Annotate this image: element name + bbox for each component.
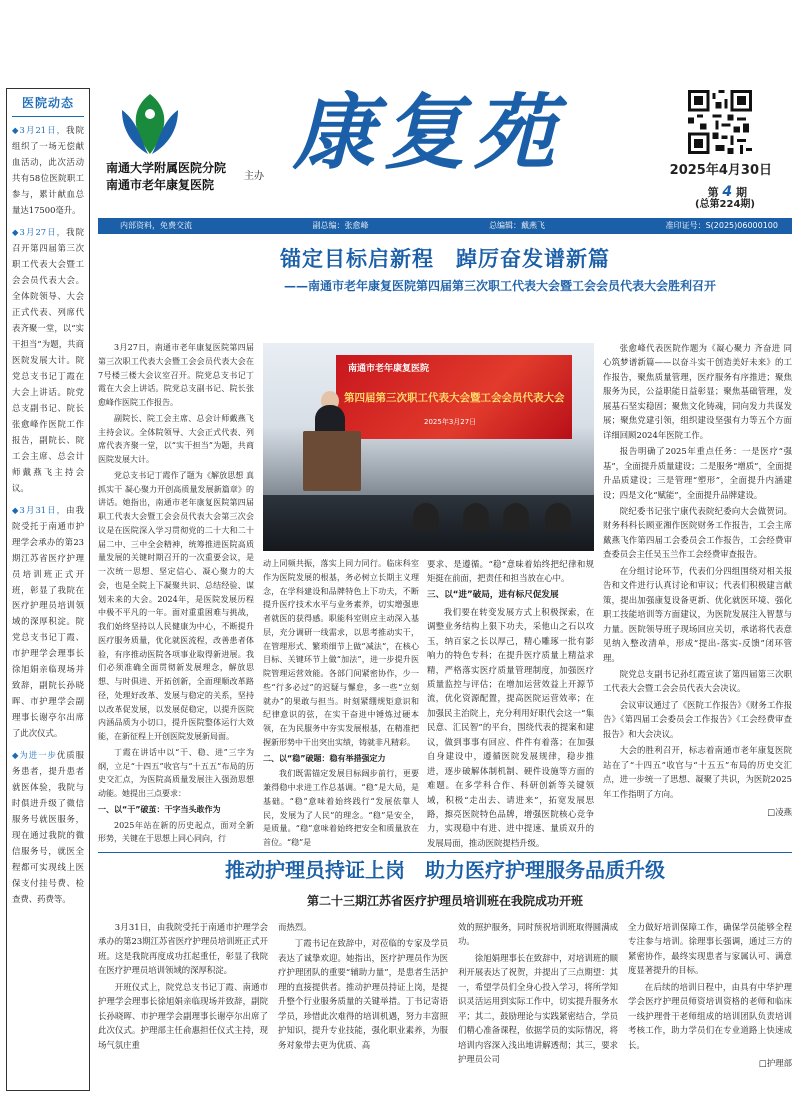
- article2-col1: [98, 920, 268, 1096]
- paragraph: 3月27日，南通市老年康复医院第四届第三次职工代表大会暨工会会员代表大会在7号楼三楼大会议室召开。院党总支书记丁霞在大会上讲话。院党总支副书记、院长张愈峰作医院工作报告。: [98, 343, 254, 407]
- paragraph: 而热烈。: [278, 922, 312, 932]
- section-divider: [98, 852, 792, 853]
- section-heading: 一、以“干”破茧：干字当头敢作为: [98, 804, 221, 814]
- paragraph: 在后续的培训日程中，由具有中华护理学会医疗护理员师资培训资格的老师和临床一线护理骨干老师组成的培训团队负责培训考核工作，助力学员们在专业道路上快速成长。: [628, 981, 792, 1050]
- article2-col3: [458, 920, 618, 1096]
- paragraph: 丁霞在讲话中以“干、稳、进”三字为纲，立足“十四五”收官与“十五五”布局的历史交汇点，为医院高质量发展注入强劲思想动能。她提出三点要求：: [98, 747, 254, 798]
- sidebar-title: 医院动态: [12, 93, 84, 117]
- sidebar-item: [12, 225, 84, 496]
- sidebar-item: [12, 123, 84, 219]
- article1-col3: [427, 557, 594, 853]
- paragraph: 大会的胜利召开，标志着南通市老年康复医院站在了“十四五”收官与“十五五”布局的历史交汇点，进一步统一了思想、凝聚了共识，为医院2025年工作指明了方向。: [603, 745, 792, 799]
- paragraph: 党总支书记丁霞作了题为《解放思想 真抓实干 凝心聚力开创高质量发展新篇章》的讲话。她指出，南通市老年康复医院第四届职工代表大会暨工会会员代表大会第三次会议是在医院深入学习贯彻党的二十大和二十届二中、三中全会精神，统筹推进医院高质量发展的关键时期召开的一次重要会议，是一次统一思想、坚定信心、凝心聚力的大会，也是全院上下凝聚共识、总结经验、谋划未来的大会。2024年，是医院发展历程中极不平凡的一年。面对重重困难与挑战，我们始终坚持以人民健康为中心，不断提升医疗服务质量，优化就医流程，改善患者体验，有序推动医院各项事业取得新进展。我们必须准确全面贯彻新发展理念，解放思想、与时俱进、开拓创新，全面理顺改革路径，处理好改革、发展与稳定的关系，坚持以改革促发展，以发展促稳定，以提升医院内涵品质为小切口，提升医院整体运行大效能，在新征程上开创医院发展新局面。: [98, 470, 254, 741]
- info-bar: [98, 218, 792, 234]
- paragraph: 我们要在转变发展方式上积极探索，在调整业务结构上狠下功夫，采他山之石以攻玉，纳百家之长以厚己，精心雕琢一批有影响力的特色专科；在提升医疗质量上精益求精，严格落实医疗质量管理制度，加强医疗质量监控与评估；在增加运营效益上开源节流，优化资源配置，提高医院运营效率；在加强民主治院上，充分利用好职代会这一“集民意、汇民智”的平台，围绕代表的提案和建议，做到事事有回应、件件有着落；在加强自身建设中，遵循医院发展规律，稳步推进，逐步破解体制机制、硬件设施等方面的难题。在多学科合作、科研创新等关键领域，积极“走出去、请进来”，拓宽发展思路，擦亮医院特色品牌，增强医院核心竞争力，实现稳中有进、进中提速、量质双升的发展局面，推动医院提档升级。: [427, 606, 594, 848]
- paragraph: 全力做好培训保障工作，确保学员能够全程专注参与培训。徐理事长强调，通过三方的紧密协作，最终实现患者与家属认可、满意度显著提升的目标。: [628, 922, 792, 976]
- hospital-logo-icon: [102, 88, 198, 160]
- article1-col4: [603, 341, 792, 853]
- paragraph: 会议审议通过了《医院工作报告》《财务工作报告》《第四届工会委员会工作报告》《工会经费审查报告》和大会决议。: [603, 699, 792, 739]
- article1-header: [98, 244, 792, 296]
- section-heading: 三、以“进”破局，进有标尺促发展: [427, 589, 559, 600]
- audience: [263, 495, 594, 551]
- banner-date: 2025年3月27日: [424, 418, 477, 426]
- sidebar-item-text: 由我院受托于南通市护理学会承办的第23期江苏省医疗护理员培训班正式开班，彰显了我院在医疗护理员培训领域的深厚积淀。院党总支书记丁霞、市护理学会理事长徐旭娟亲临现场并致辞，副院长孙晓晖、市护理学会副理事长谢亭尔出席了此次仪式。: [12, 504, 84, 739]
- paragraph: 3月31日，由我院受托于南通市护理学会承办的第23期江苏省医疗护理员培训班正式开班。这是我院再度成功扛起重任，彰显了我院在医疗护理员培训领域的深厚积淀。: [98, 922, 268, 976]
- section-heading: 二、以“稳”破题：稳有举措强定力: [263, 753, 386, 763]
- org-name-line1: 南通大学附属医院分院: [106, 161, 227, 175]
- article1-col2: [263, 557, 419, 853]
- publish-date: 2025年4月30日: [669, 163, 772, 178]
- paragraph: 丁霞书记在致辞中，对莅临的专家及学员表达了诚挚欢迎。她指出，医疗护理员作为医疗护理团队的重要“辅助力量”，是患者生活护理的直接提供者。推动护理员持证上岗，是提升整个行业服务质量的关键举措。丁书记寄语学员，珍惜此次难得的培训机遇，努力丰富照护知识，提升专业技能，强化职业素养，为服务对象带去更为优质、高: [278, 938, 448, 1050]
- article-author: □护理部: [758, 1058, 792, 1069]
- paragraph: 我们既需锚定发展目标阔步前行，更要兼得稳中求进工作总基调。“稳”是大局，是基础。“稳”意味着始终践行“发展依靠人民，发展为了人民”的理念。“稳”是安全，是质量。“稳”意味着始终把安全和质量放在首位。“稳”是: [263, 769, 419, 847]
- paragraph: 院纪委书记张宁康代表院纪委向大会做贺词。财务科科长顾亚湘作医院财务工作报告，工会主席戴燕飞作第四届工会委员会工作报告，工会经费审查委员会主任吴玉兰作工会经费审查报告。: [603, 505, 792, 560]
- article2-header: [98, 856, 792, 910]
- qr-code-icon: [688, 90, 752, 154]
- paragraph: 2025年站在新的历史起点，面对全新形势，关键在于思想上同心同向，行: [98, 820, 254, 844]
- podium: [303, 431, 361, 491]
- paragraph: 徐旭娟理事长在致辞中，对培训班的顺利开展表达了祝贺，并提出了三点期望：其一，希望学员们全身心投入学习，将所学知识灵活运用到实际工作中，切实提升服务水平；其二，鼓励理论与实践紧密结合，学员们精心准备课程，依据学员的实际情况，将培训内容深入浅出地讲解透彻；其三，要求护理员公司: [458, 952, 618, 1065]
- article1-col1: [98, 341, 254, 853]
- paragraph: 报告明确了2025年重点任务：一是医疗“强基”，全面提升质量建设；二是服务“增质”，全面提升品质建设；三是管理“塑形”，全面提升内涵建设；四是文化“赋能”，全面提升品牌建设。: [603, 446, 792, 500]
- host-label: 主办: [244, 171, 264, 182]
- banner-hospital: 南通市老年康复医院: [348, 364, 430, 374]
- info-free-label: 内部资料，免费交流: [120, 221, 192, 230]
- paragraph: 副院长、院工会主席、总会计师戴燕飞主持会议。全体院领导、大会正式代表、列席代表齐聚一堂，以“实干担当”为题，共商医院发展大计。: [98, 413, 254, 464]
- sidebar-item-date: ◆3月27日，: [12, 227, 67, 238]
- info-chief-editor: 总编辑：戴燕飞: [489, 221, 546, 230]
- article2-title: 推动护理员持证上岗 助力医疗护理服务品质升级: [225, 858, 665, 882]
- issue-suffix: 期: [736, 186, 747, 199]
- paragraph: 在分组讨论环节，代表们分四组围绕对相关报告和文件进行认真讨论和审议；代表们积极建言献策，提出加强康复设备更新、优化就医环境、强化职工技能培训等方面建议，为医院发展注入智慧与力量。医院领导班子现场回应关切，承诺将代表意见纳入整改清单，形成“提出-落实-反馈”闭环管理。: [603, 565, 792, 663]
- sidebar-item-text: 我院组织了一场无偿献血活动，此次活动共有58位医院职工参与，累计献血总量达17500毫升。: [12, 125, 84, 216]
- banner-title: 第四届第三次职工代表大会暨工会会员代表大会: [344, 392, 565, 404]
- total-issue: (总第224期): [694, 199, 755, 210]
- issue-prefix: 第: [707, 186, 719, 199]
- article1-title: 锚定目标启新程 踔厉奋发谱新篇: [280, 247, 610, 271]
- article1-subtitle: ——南通市老年康复医院第四届第三次职工代表大会暨工会会员代表大会胜利召开: [283, 279, 716, 294]
- article2-col2: [278, 920, 448, 1096]
- masthead: [98, 86, 792, 238]
- paragraph: 开班仪式上，院党总支书记丁霞、南通市护理学会理事长徐旭娟亲临现场并致辞，副院长孙晓晖、市护理学会副理事长谢亭尔出席了此次仪式。护理部主任俞惠担任仪式主持，现场气氛庄重: [98, 981, 268, 1050]
- info-permit-number: 准印证号：S(2025)06000100: [665, 221, 778, 230]
- sidebar-item-date: ◆为进一步: [12, 750, 57, 761]
- paragraph: 院党总支副书记孙红霞宣读了第四届第三次职工代表大会暨工会会员代表大会决议。: [603, 668, 792, 694]
- info-deputy-editor: 副总编：张愈峰: [312, 221, 369, 230]
- article2-col4: [628, 920, 792, 1096]
- newspaper-title: 康复苑: [293, 85, 563, 181]
- paragraph: 动上同频共振，落实上同力同行。临床科室作为医院发展的根基，务必树立长期主义理念，在学科建设和品牌特色上下功夫，不断提升医疗技术水平与业务素养，切实增强患者就医的获得感。职能科室则应主动深入基层，充分调研一线需求，以思考推动实干，在管理形式、繁琐细节上做“减法”，在核心目标、关键环节上做“加法”，进一步提升医院管理运营效能。各部门间紧密协作，少一些“行多必过”的迟疑与懈怠，多一些“立刻就办”的果敢与担当。时刻紧绷规矩意识和纪律意识的弦，在实干奋进中锤炼过硬本领，在为民服务中夯实发展根基，在精准把握新形势中干出突出实绩，铸就非凡精彩。: [263, 559, 419, 747]
- issue-num: 4: [722, 184, 733, 200]
- org-name-line2: 南通市老年康复医院: [106, 178, 215, 192]
- conference-photo: [263, 343, 594, 551]
- sidebar-item-text: 我院召开第四届第三次职工代表大会暨工会会员代表大会。全体院领导、大会正式代表、列席代表齐聚一堂，以“实干担当”为题，共商医院发展大计。院党总支书记丁霞在大会上讲话。院党总支副书记、院长张愈峰作医院工作报告，副院长、院工会主席、总会计师戴燕飞主持会议。: [12, 227, 84, 493]
- paragraph: 要求、是遵循。“稳”意味着始终把纪律和规矩挺在前面，把责任和担当放在心中。: [427, 559, 594, 584]
- sidebar-item-date: ◆3月21日，: [12, 125, 67, 136]
- article2-subtitle: 第二十三期江苏省医疗护理员培训班在我院成功开班: [306, 894, 583, 908]
- sidebar-item-date: ◆3月31日，: [12, 504, 67, 515]
- sidebar-item-text: 优质服务患者，提升患者就医体验，我院与时俱进升级了微信服务号就医服务，现在通过我院的微信服务号，就医全程都可实现线上医保支付挂号费、检查费、药费等。: [12, 750, 84, 904]
- conference-banner: [336, 355, 572, 439]
- sidebar-item: [12, 503, 84, 743]
- paragraph: 效的照护服务，同时预祝培训班取得圆满成功。: [458, 922, 618, 947]
- article-author: □凌燕: [767, 807, 792, 818]
- paragraph: 张愈峰代表医院作题为《凝心聚力 齐奋进 同心筑梦谱新篇——以奋斗实干创造美好未来》的工作报告，聚焦质量管理，医疗服务有序推进；聚焦服务为民，公益职能日益彰显；聚焦基础管理，发展基石坚实稳固；聚焦文化铸魂，同向发力共谋发展；聚焦党建引领，组织建设坚强有力等五个方面详细回顾2024年医院工作。: [603, 343, 792, 440]
- sidebar-news: [6, 88, 90, 1091]
- sidebar-item: [12, 748, 84, 908]
